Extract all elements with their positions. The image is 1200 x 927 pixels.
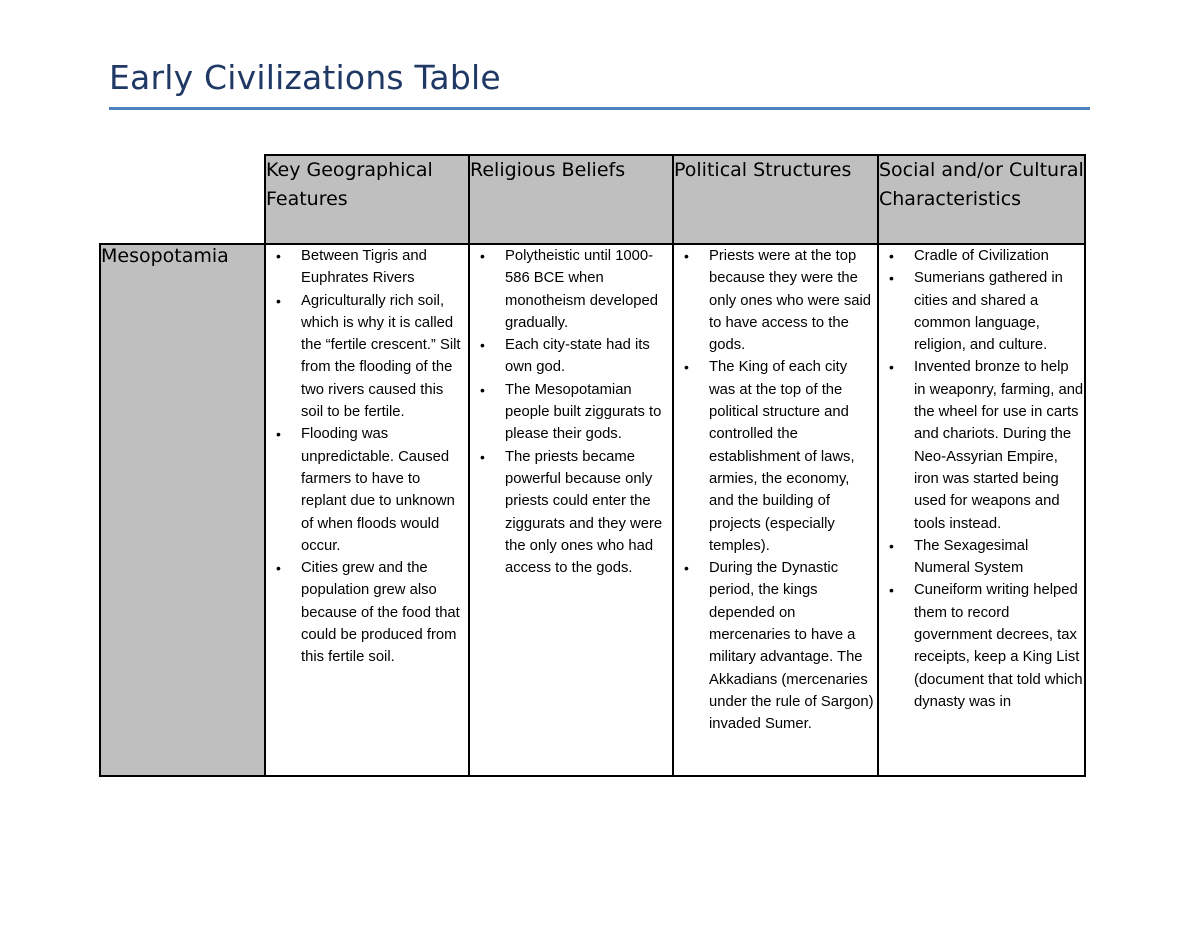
column-header-religion: Religious Beliefs — [469, 155, 673, 244]
list-item-text: Priests were at the top because they were the only ones who were said to have access to the gods. — [709, 248, 872, 354]
table-header-row — [100, 155, 1085, 244]
page-title: Early Civilizations Table — [109, 58, 501, 97]
list-item-text: Cuneiform writing helped them to record government decrees, tax receipts, keep a King List (document that told which dynasty was in — [914, 582, 1083, 710]
list-item-text: Polytheistic until 1000-586 BCE when monotheism developed gradually. — [505, 248, 658, 331]
list-item — [879, 356, 1084, 534]
list-item — [879, 245, 1084, 267]
list-item — [674, 245, 877, 356]
list-item — [879, 267, 1084, 356]
bullet-icon: • — [480, 381, 485, 398]
table-row — [100, 244, 1085, 776]
list-item — [879, 535, 1084, 580]
bullet-icon: • — [276, 248, 281, 264]
list-item — [674, 557, 877, 735]
bullet-icon: • — [480, 248, 485, 264]
list-item-text: During the Dynastic period, the kings depended on mercenaries to have a military advantage. The Akkadians (mercenaries under the rule of Sargon) invaded Sumer. — [709, 560, 874, 733]
bullet-icon: • — [276, 560, 281, 577]
bullet-list — [879, 245, 1084, 713]
bullet-icon: • — [889, 582, 894, 599]
list-item — [879, 579, 1084, 713]
bullet-icon: • — [684, 248, 689, 264]
list-item — [470, 446, 672, 580]
list-item — [266, 423, 468, 557]
list-item — [470, 245, 672, 334]
list-item-text: Cities grew and the population grew also because of the food that could be produced from this fertile soil. — [301, 560, 460, 666]
bullet-icon: • — [684, 560, 689, 577]
list-item-text: Each city-state had its own god. — [505, 337, 650, 376]
bullet-icon: • — [684, 359, 689, 376]
list-item-text: Sumerians gathered in cities and shared a common language, religion, and culture. — [914, 270, 1063, 354]
column-header-geography: Key Geographical Features — [265, 155, 469, 244]
list-item — [266, 290, 468, 424]
list-item-text: Flooding was unpredictable. Caused farmers to have to replant due to unknown of when floods would occur. — [301, 426, 455, 554]
list-item-text: Agriculturally rich soil, which is why it is called the “fertile crescent.” Silt from the flooding of the two rivers caused this soil to be fertile. — [301, 292, 461, 421]
bullet-icon: • — [276, 426, 281, 443]
list-item-text: The Mesopotamian people built ziggurats to please their gods. — [505, 381, 662, 443]
list-item — [266, 557, 468, 668]
cell-religion — [469, 244, 673, 776]
column-header-politics: Political Structures — [673, 155, 878, 244]
title-underline — [109, 107, 1090, 110]
bullet-list — [266, 245, 468, 669]
list-item-text: Cradle of Civilization — [914, 248, 1049, 264]
cell-social — [878, 244, 1085, 776]
bullet-icon: • — [480, 448, 485, 465]
row-header-mesopotamia: Mesopotamia — [100, 244, 265, 776]
bullet-icon: • — [480, 337, 485, 354]
list-item-text: The King of each city was at the top of the political structure and controlled the establishment of laws, armies, the economy, and the building of projects (especially temples). — [709, 359, 855, 554]
list-item-text: Invented bronze to help in weaponry, farming, and the wheel for use in carts and chariots. During the Neo-Assyrian Empire, iron was started being used for weapons and tools instead. — [914, 359, 1084, 532]
list-item-text: The priests became powerful because only priests could enter the ziggurats and they were the only ones who had access to the gods. — [505, 448, 663, 577]
cell-geography — [265, 244, 469, 776]
bullet-icon: • — [889, 537, 894, 554]
list-item-text: Between Tigris and Euphrates Rivers — [301, 248, 427, 287]
corner-cell — [100, 155, 265, 244]
bullet-icon: • — [276, 292, 281, 309]
bullet-icon: • — [889, 270, 894, 287]
list-item — [470, 379, 672, 446]
civilizations-table — [99, 154, 1086, 777]
list-item-text: The Sexagesimal Numeral System — [914, 537, 1029, 577]
column-header-social: Social and/or Cultural Characteristics — [878, 155, 1085, 244]
list-item — [266, 245, 468, 290]
bullet-icon: • — [889, 359, 894, 376]
cell-politics — [673, 244, 878, 776]
bullet-list — [470, 245, 672, 579]
list-item — [674, 356, 877, 557]
bullet-icon: • — [889, 248, 894, 264]
list-item — [470, 334, 672, 379]
bullet-list — [674, 245, 877, 736]
